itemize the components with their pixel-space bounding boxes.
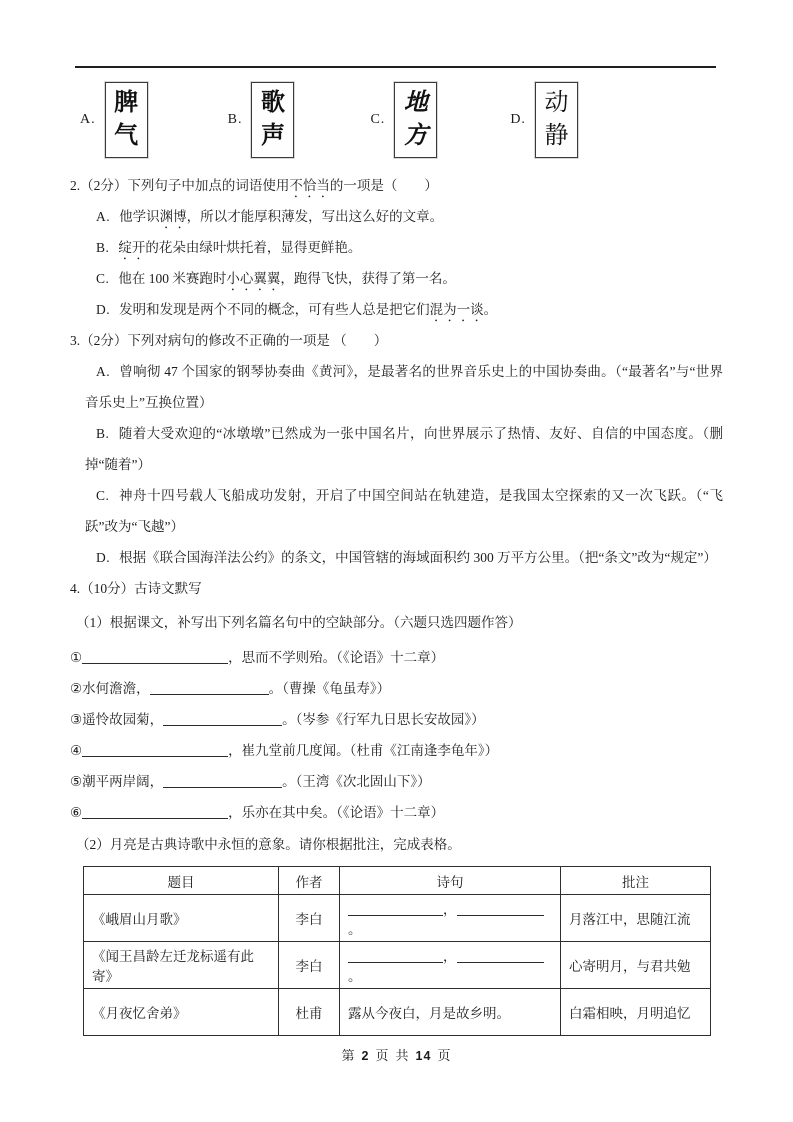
header-divider	[75, 66, 716, 68]
calligraphy-option-d	[510, 82, 578, 158]
item-text: ，崔九堂前几度闻。（杜甫《江南逢李龟年》）	[228, 743, 499, 758]
calligraphy-box-difang	[394, 82, 437, 158]
answer-blank	[163, 714, 282, 726]
answer-blank	[163, 776, 282, 788]
option-letter: B.	[227, 112, 243, 127]
emphasized-word: 不恰当	[289, 178, 330, 193]
calligraphy-options-row	[70, 80, 723, 160]
punctuation: ，	[443, 902, 457, 917]
footer-text: 第	[341, 1048, 356, 1063]
calligraphy-char: 方	[403, 123, 428, 149]
emphasized-word: 混为一谈	[429, 302, 484, 317]
table-row	[84, 989, 711, 1036]
option-text: ，跑得飞快，获得了第一名。	[280, 271, 456, 286]
table-row	[84, 942, 711, 989]
table-row	[84, 895, 711, 942]
option-letter: D.	[96, 302, 111, 317]
emphasized-word: 小心翼翼	[226, 271, 281, 286]
poem-note: 白霜相映，月明追忆	[561, 989, 711, 1036]
answer-blank	[348, 951, 443, 963]
calligraphy-char: 歌	[260, 90, 285, 116]
dictation-item-6	[70, 797, 723, 828]
poem-title: 《峨眉山月歌》	[84, 895, 279, 942]
option-text: 他在 100 米赛跑时	[118, 271, 227, 286]
punctuation: 。	[348, 969, 362, 984]
footer-text: 页	[437, 1048, 452, 1063]
calligraphy-option-c	[370, 82, 437, 158]
calligraphy-option-a	[80, 82, 148, 158]
item-number: ①	[70, 650, 83, 665]
option-letter: A.	[80, 112, 96, 127]
question-4-part2-instruction: （2）月亮是古典诗歌中永恒的意象。请你根据批注，完成表格。	[76, 837, 461, 852]
question-2-option-c	[85, 263, 723, 294]
header-title: 题目	[84, 867, 279, 895]
option-text: ，所以才能厚积薄发，写出这么好的文章。	[186, 209, 444, 224]
calligraphy-option-b	[228, 82, 295, 158]
item-number: ⑥	[70, 805, 83, 820]
question-2-option-a	[85, 201, 723, 232]
poem-title: 《月夜忆舍弟》	[84, 989, 279, 1036]
option-text: 他学识	[119, 209, 160, 224]
question-2-option-b	[85, 232, 723, 263]
calligraphy-char: 声	[260, 123, 285, 149]
item-text: 。（王湾《次北固山下》）	[282, 774, 431, 789]
question-4-part1-instruction: （1）根据课文，补写出下列名篇名句中的空缺部分。（六题只选四题作答）	[76, 615, 522, 630]
question-2-option-d	[85, 294, 723, 325]
option-letter: C.	[370, 112, 386, 127]
stem-text: 的一项是（ ）	[329, 178, 438, 193]
question-3-option-d	[85, 542, 723, 573]
option-text: 。	[483, 302, 498, 317]
item-text: ，乐亦在其中矣。（《论语》十二章）	[228, 805, 445, 820]
header-author: 作者	[279, 867, 340, 895]
dictation-item-4	[70, 735, 723, 766]
total-page-number: 14	[415, 1049, 432, 1063]
item-text: 。（曹操《龟虽寿》）	[268, 681, 391, 696]
answer-blank	[457, 951, 544, 963]
calligraphy-char: 脾	[114, 90, 139, 116]
page-footer	[70, 1045, 723, 1064]
option-letter: B.	[96, 426, 110, 441]
poem-verse-blanks	[340, 942, 561, 989]
dictation-item-2	[70, 673, 723, 704]
item-text: ②水何澹澹，	[70, 681, 150, 696]
option-text: 根据《联合国海洋法公约》的条文，中国管辖的海域面积约 300 万平方公里。（把“条文”改为“规定”）	[119, 550, 717, 565]
emphasized-word: 渊博	[159, 209, 187, 224]
calligraphy-box-piqi	[105, 82, 148, 158]
poem-verse-blanks	[340, 895, 561, 942]
calligraphy-char: 气	[114, 123, 139, 149]
current-page-number: 2	[361, 1049, 370, 1063]
poem-note: 月落江中，思随江流	[561, 895, 711, 942]
option-text: 随着大受欢迎的“冰墩墩”已然成为一张中国名片，向世界展示了热情、友好、自信的中国态度。（删掉“随着”）	[85, 426, 723, 472]
calligraphy-box-gesheng	[251, 82, 294, 158]
item-text: ⑤潮平两岸阔，	[70, 774, 164, 789]
option-letter: C.	[96, 271, 110, 286]
option-letter: D.	[510, 112, 526, 127]
header-note: 批注	[561, 867, 711, 895]
emphasized-word: 绽开	[118, 240, 146, 255]
header-verse: 诗句	[340, 867, 561, 895]
poem-author: 李白	[279, 895, 340, 942]
footer-text: 共	[395, 1048, 410, 1063]
poem-verse: 露从今夜白，月是故乡明。	[340, 989, 561, 1036]
poem-author: 李白	[279, 942, 340, 989]
footer-text: 页	[375, 1048, 390, 1063]
option-text: 神舟十四号载人飞船成功发射，开启了中国空间站在轨建造，是我国太空探索的又一次飞跃。（“飞跃”改为“飞越”）	[85, 488, 723, 534]
item-number: ④	[70, 743, 83, 758]
item-text: 。（岑参《行军九日思长安故园》）	[282, 712, 485, 727]
option-text: 的花朵由绿叶烘托着，显得更鲜艳。	[145, 240, 362, 255]
dictation-item-1	[70, 642, 723, 673]
option-letter: C.	[96, 488, 110, 503]
option-letter: D.	[96, 550, 111, 565]
answer-blank	[457, 904, 544, 916]
answer-blank	[82, 807, 228, 819]
option-letter: A.	[96, 209, 111, 224]
question-3-option-a	[85, 356, 723, 418]
calligraphy-char: 地	[403, 90, 428, 116]
option-letter: A.	[96, 364, 111, 379]
option-letter: B.	[96, 240, 110, 255]
answer-blank	[82, 745, 228, 757]
punctuation: 。	[348, 922, 362, 937]
answer-blank	[150, 683, 269, 695]
dictation-item-3	[70, 704, 723, 735]
question-3-stem: 3.（2分）下列对病句的修改不正确的一项是 （ ）	[70, 333, 388, 348]
poem-note: 心寄明月，与君共勉	[561, 942, 711, 989]
answer-blank	[348, 904, 443, 916]
answer-blank	[82, 652, 228, 664]
calligraphy-char: 动	[544, 90, 569, 116]
question-4-title: 4.（10分）古诗文默写	[70, 581, 202, 596]
item-text: ，思而不学则殆。（《论语》十二章）	[228, 650, 445, 665]
calligraphy-char: 静	[544, 123, 569, 149]
punctuation: ，	[443, 949, 457, 964]
poem-title: 《闻王昌龄左迁龙标遥有此寄》	[84, 942, 279, 989]
poem-author: 杜甫	[279, 989, 340, 1036]
calligraphy-box-dongjing	[535, 82, 578, 158]
question-3-option-b	[85, 418, 723, 480]
poem-table	[83, 866, 711, 1036]
item-text: ③遥怜故园菊，	[70, 712, 164, 727]
question-2-stem	[70, 170, 723, 201]
table-header-row	[84, 867, 711, 895]
option-text: 曾响彻 47 个国家的钢琴协奏曲《黄河》，是最著名的世界音乐史上的中国协奏曲。（“最著名”与“世界音乐史上”互换位置）	[85, 364, 723, 410]
dictation-item-5	[70, 766, 723, 797]
stem-text: 2.（2分）下列句子中加点的词语使用	[70, 178, 290, 193]
option-text: 发明和发现是两个不同的概念，可有些人总是把它们	[119, 302, 430, 317]
question-3-option-c	[85, 480, 723, 542]
